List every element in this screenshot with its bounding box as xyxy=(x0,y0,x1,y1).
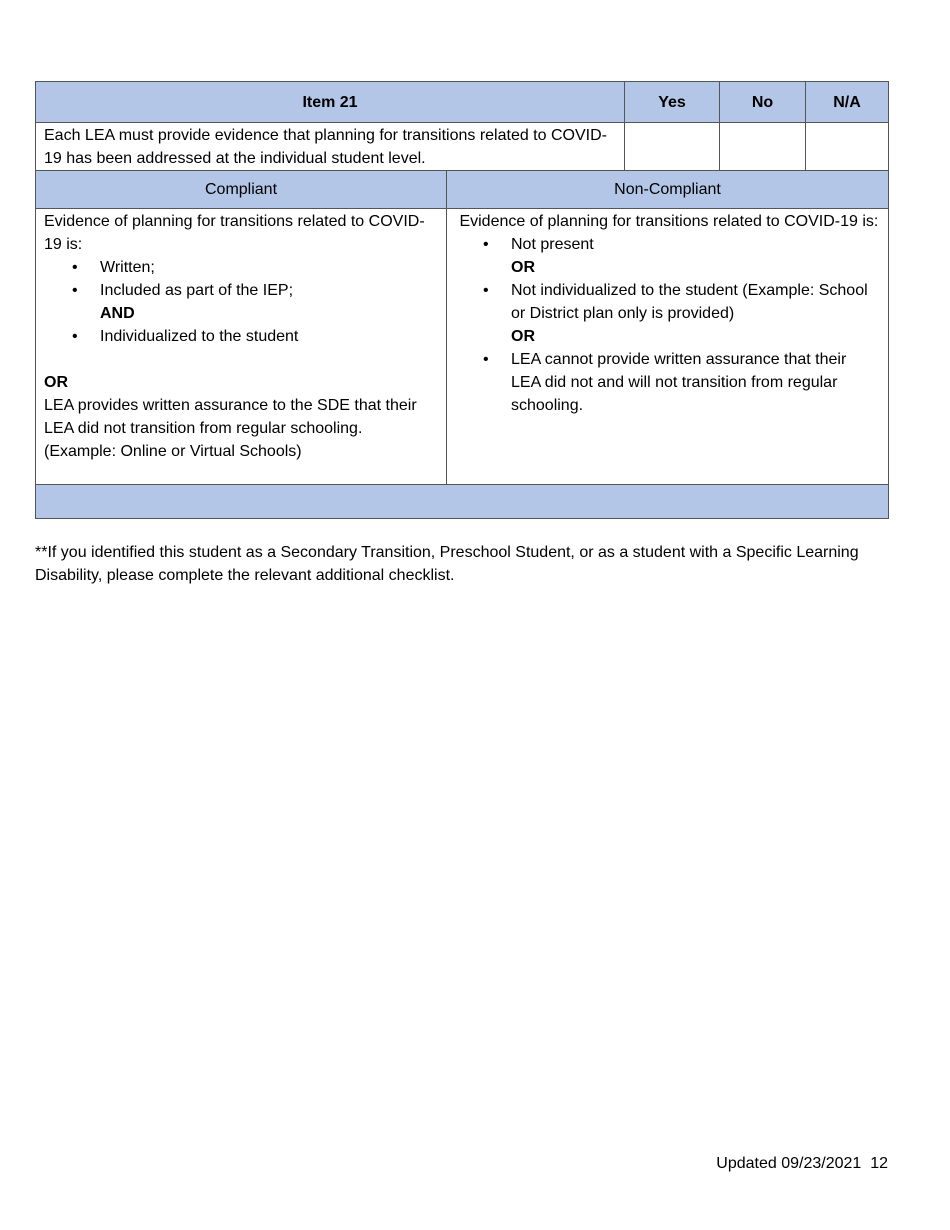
or-connector: OR xyxy=(44,374,68,391)
na-column-header: N/A xyxy=(806,82,889,123)
yes-cell[interactable] xyxy=(625,123,720,171)
and-connector: AND xyxy=(100,305,135,322)
criteria-row xyxy=(36,209,889,485)
compliant-list xyxy=(44,256,438,348)
compliant-alternative: LEA provides written assurance to the SDE that their LEA did not transition from regular schooling. (Example: Online or Virtual Schools) xyxy=(44,397,417,460)
updated-date: Updated 09/23/2021 xyxy=(716,1155,862,1172)
criteria-header-row xyxy=(36,171,889,209)
no-column-header: No xyxy=(720,82,806,123)
or-connector: OR xyxy=(511,259,535,276)
compliant-header: Compliant xyxy=(36,171,447,209)
list-item: • Not individualized to the student (Example: School or District plan only is provided) xyxy=(455,279,880,325)
list-item: • Written; xyxy=(44,256,438,279)
spacer xyxy=(44,348,438,371)
footnote: **If you identified this student as a Secondary Transition, Preschool Student, or as a student with a Specific Learning Disability, please complete the relevant additional checklist. xyxy=(35,544,859,584)
no-cell[interactable] xyxy=(720,123,806,171)
yes-column-header: Yes xyxy=(625,82,720,123)
or-connector: OR xyxy=(511,328,535,345)
requirement-text: Each LEA must provide evidence that planning for transitions related to COVID-19 has been addressed at the individual student level. xyxy=(36,123,625,171)
noncompliant-list xyxy=(455,233,880,417)
list-item: • Not present xyxy=(455,233,880,256)
noncompliant-header: Non-Compliant xyxy=(447,171,889,209)
noncompliant-intro: Evidence of planning for transitions related to COVID-19 is: xyxy=(455,213,879,230)
na-cell[interactable] xyxy=(806,123,889,171)
compliant-intro: Evidence of planning for transitions related to COVID-19 is: xyxy=(44,213,425,253)
noncompliant-criteria xyxy=(447,209,889,485)
table-header-row xyxy=(36,82,889,123)
list-item: • LEA cannot provide written assurance that their LEA did not and will not transition from regular schooling. xyxy=(455,348,880,417)
list-item: • Included as part of the IEP; xyxy=(44,279,438,302)
compliant-criteria xyxy=(36,209,447,485)
page-footer xyxy=(716,1154,888,1174)
item-number-header: Item 21 xyxy=(36,82,625,123)
list-item: • Individualized to the student xyxy=(44,325,438,348)
table-footer-row xyxy=(36,485,889,519)
page-number: 12 xyxy=(870,1155,888,1172)
item-21-checklist-table xyxy=(35,81,889,519)
requirement-row xyxy=(36,123,889,171)
table-footer-band xyxy=(36,485,889,519)
